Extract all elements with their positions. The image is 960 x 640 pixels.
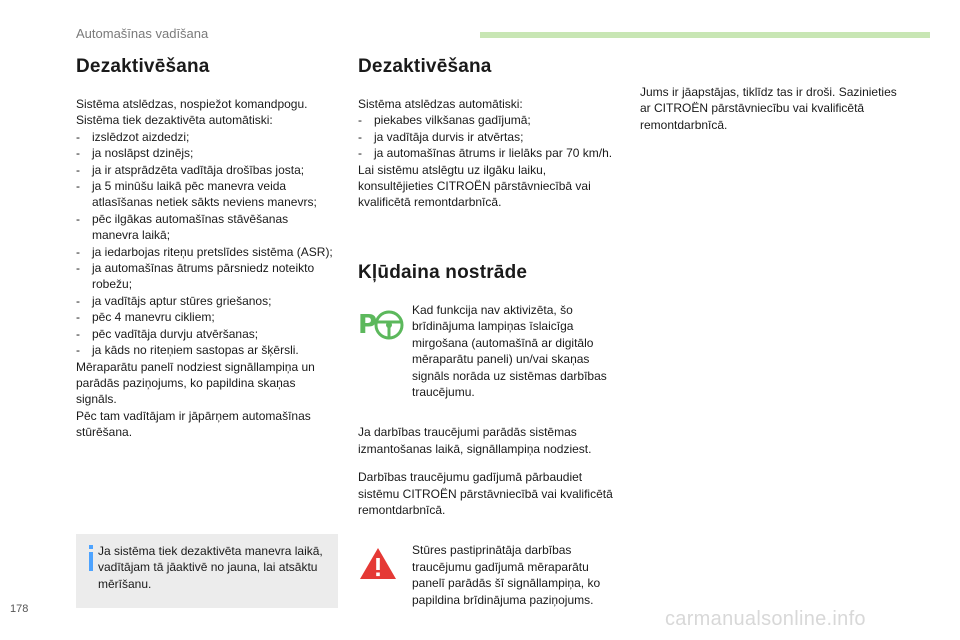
header-accent-bar <box>480 32 930 38</box>
left-intro: Sistēma atslēdzas, nospiežot komandpogu. <box>76 97 308 111</box>
list-item: - ja iedarbojas riteņu pretslīdes sistēma (ASR); <box>76 244 338 260</box>
info-note-text: Ja sistēma tiek dezaktivēta manevra laikā, vadītājam tā jāaktivē no jauna, lai atsāktu mērīšanu. <box>98 544 323 591</box>
left-auto-intro: Sistēma tiek dezaktivēta automātiski: <box>76 113 273 128</box>
left-column <box>76 56 338 441</box>
middle-auto-list <box>358 112 620 161</box>
middle-column <box>358 56 620 211</box>
page-number: 178 <box>10 603 29 615</box>
list-item: - ja 5 minūšu laikā pēc manevra veida atlasīšanas netiek sākts neviens manevrs; <box>76 178 338 211</box>
fault-text-4: Stūres pastiprinātāja darbības traucējumu gadījumā mēraparātu panelī parādās šī signāllampiņa, ko papildina brīdinājuma paziņojums. <box>412 543 601 607</box>
middle-auto-intro: Sistēma atslēdzas automātiski: <box>358 97 523 111</box>
list-item: - ja kāds no riteņiem sastopas ar šķērsli. <box>76 342 338 358</box>
list-item: - izslēdzot aizdedzi; <box>76 129 338 145</box>
info-icon <box>84 544 98 572</box>
right-text: Jums ir jāapstājas, tiklīdz tas ir droši. Sazinieties ar CITROËN pārstāvniecību vai kvalificētā remontdarbnīcā. <box>640 85 897 132</box>
fault-text-1: Kad funkcija nav aktivizēta, šo brīdinājuma lampiņas īslaicīga mirgošana (automašīnā ar digitālo mēraparātu paneli) un/vai skaņas signāls norāda uz sistēmas darbības traucējumu. <box>412 303 607 400</box>
left-after-text-2: Pēc tam vadītājam ir jāpārņem automašīnas stūrēšana. <box>76 408 311 440</box>
park-assist-warning-block <box>358 302 620 400</box>
park-steering-warning-icon <box>358 306 404 342</box>
list-item: - piekabes vilkšanas gadījumā; <box>358 112 620 128</box>
list-item: - pēc ilgākas automašīnas stāvēšanas manevra laikā; <box>76 211 338 244</box>
list-item: - ja ir atsprādzēta vadītāja drošības josta; <box>76 162 338 178</box>
list-item: - pēc 4 manevru cikliem; <box>76 309 338 325</box>
list-item: - ja noslāpst dzinējs; <box>76 145 338 161</box>
section-heading-malfunction: Kļūdaina nostrāde <box>358 262 528 283</box>
middle-after-text: Lai sistēmu atslēgtu uz ilgāku laiku, konsultējieties CITROËN pārstāvniecībā vai kvalificētā remontdarbnīcā. <box>358 162 591 210</box>
fault-text-2: Ja darbības traucējumi parādās sistēmas izmantošanas laikā, signāllampiņa nodziest. <box>358 425 592 456</box>
left-after-text-1: Mēraparātu panelī nodziest signāllampiņa un parādās paziņojums, ko papildina skaņas signāls. <box>76 359 315 407</box>
header-title: Automašīnas vadīšana <box>76 26 209 41</box>
fault-text-3: Darbības traucējumu gadījumā pārbaudiet sistēmu CITROËN pārstāvniecībā vai kvalificētā remontdarbnīcā. <box>358 470 613 518</box>
power-steering-warning-block <box>358 542 620 632</box>
left-auto-list <box>76 129 338 359</box>
watermark: carmanualsonline.info <box>665 608 866 630</box>
info-note-box <box>76 534 338 608</box>
list-item: - ja vadītāja durvis ir atvērtas; <box>358 129 620 145</box>
list-item: - ja automašīnas ātrums pārsniedz noteikto robežu; <box>76 260 338 293</box>
list-item: - ja automašīnas ātrums ir lielāks par 70 km/h. <box>358 145 620 161</box>
right-column <box>640 84 902 133</box>
list-item: - pēc vadītāja durvju atvēršanas; <box>76 326 338 342</box>
list-item: - ja vadītājs aptur stūres griešanos; <box>76 293 338 309</box>
svg-text:P: P <box>358 310 378 340</box>
warning-triangle-icon <box>358 546 398 582</box>
section-heading-deactivation-2: Dezaktivēšana <box>358 56 492 77</box>
malfunction-section <box>358 262 620 632</box>
section-heading-deactivation: Dezaktivēšana <box>76 56 210 77</box>
